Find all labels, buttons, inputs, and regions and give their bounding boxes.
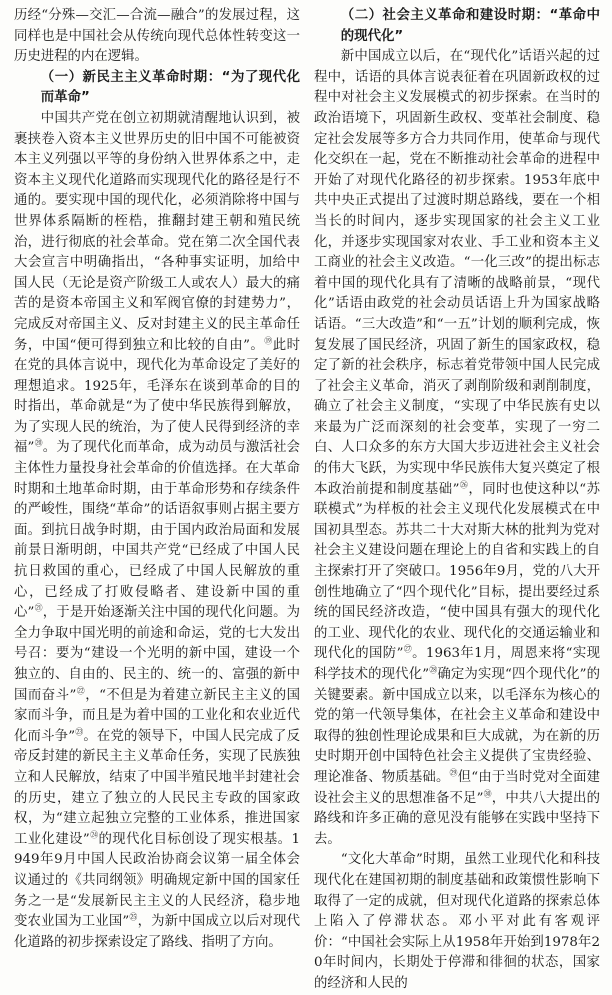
footnote-marker[interactable]: ㉗: [403, 644, 413, 654]
paragraph-new-democratic-revolution: 中国共产党在创立初期就清醒地认识到，被裹挟卷入资本主义世界历史的旧中国不可能被资本主义列强以平等的身份纳入世界体系之中，走资本主义现代化道路而实现现代化的路径是行不通的。要实现中国的现代化，必须消除将中国与世界体系隔断的桎梏，推翻封建王朝和殖民统治，进行彻底的社会革命。党在第二次全国代表大会宣言中明确指出，“各种事实证明，加给中国人民（无论是资产阶级工人或农人）最大的痛苦的是资本帝国主义和军阀官僚的封建势力”，完成反对帝国主义、反对封建主义的民主革命任务，中国“便可得到独立和比较的自由”。⑲此时在党的具体言说中，现代化为革命设定了美好的理想追求。1925年，毛泽东在谈到革命的目的时指出，革命就是“为了使中华民族得到解放，为了实现人民的统治，为了使人民得到经济的幸福”⑳。为了现代化而革命，成为动员与激活社会主体性力量投身社会革命的价值选择。在大革命时期和土地革命时期，由于革命形势和存续条件的严峻性，围绕“革命”的话语叙事则占据主要方面。到抗日战争时期，由于国内政治局面和发展前景日渐明朗，中国共产党“已经成了中国人民抗日救国的重心，已经成了中国人民解放的重心，已经成了打败侵略者、建设新中国的重心”$^㉑$，于是开始逐渐关注中国的现代化问题。为全力争取中国光明的前途和命运，党的七大发出号召：要为“建设一个光明的新中国，建设一个独立的、自由的、民主的、统一的、富强的新中国而奋斗”$^㉒$，“不但是为着建立新民主主义的国家而斗争，而且是为着中国的工业化和农业近代化而斗争”$^㉓$。在党的领导下，中国人民完成了反帝反封建的新民主主义革命任务，实现了民族独立和人民解放，结束了中国半殖民地半封建社会的历史，建立了独立的人民民主专政的国家政权，为“建立起独立完整的工业体系，推进国家工业化建设”$^㉔$的现代化目标创设了现实根基。1949年9月中国人民政治协商会议第一届全体会议通过的《共同纲领》明确规定新中国的国家任务之一是“发展新民主主义的人民经济，稳步地变农业国为工业国”$^㉕$，为新中国成立以后对现代化道路的初步探索设定了路线、指明了方向。: [14, 110, 301, 950]
footnote-marker[interactable]: ㉔: [89, 830, 99, 840]
section-heading-new-democratic-revolution: （一）新民主主义革命时期：“为了现代化而革命”: [40, 69, 300, 106]
footnote-marker[interactable]: ⑳: [34, 439, 43, 448]
footnote-marker[interactable]: ⑲: [264, 336, 273, 346]
footnote-marker[interactable]: ㉕: [129, 912, 138, 922]
footnote-marker[interactable]: ㉖: [459, 480, 469, 490]
footnote-marker[interactable]: ㉒: [76, 686, 86, 696]
intro-paragraph: 历经“分殊—交汇—合流—融合”的发展过程，这同样也是中国社会从传统向现代总体性转变这一历史进程的内在逻辑。: [14, 8, 300, 65]
footnote-marker[interactable]: ㉑: [34, 603, 43, 613]
right-column: [314, 6, 601, 991]
footnote-marker[interactable]: ㉘: [429, 665, 438, 675]
footnote-marker[interactable]: ㉓: [75, 727, 84, 737]
left-column: [14, 6, 301, 950]
footnote-marker[interactable]: ㉚: [483, 789, 492, 799]
section-heading-socialist-revolution: （二）社会主义革命和建设时期：“革命中的现代化”: [340, 8, 600, 44]
paragraph-socialist-construction: 新中国成立以后，在“现代化”话语兴起的过程中，话语的具体言说表征着在巩固新政权的过程中对社会主义发展模式的初步探索。在当时的政治语境下，巩固新生政权、变革社会制度、稳定社会发展等多方合力共同作用，使革命与现代化交织在一起，党在不断推动社会革命的进程中开始了对现代化路径的初步探索。1953年底中共中央正式提出了过渡时期总路线，要在一个相当长的时间内，逐步实现国家的社会主义工业化，并逐步实现国家对农业、手工业和资本主义工商业的社会主义改造。“一化三改”的提出标志着中国的现代化具有了清晰的战略前景，“现代化”话语由政党的社会动员话语上升为国家战略话语。“三大改造”和“一五”计划的顺利完成，恢复发展了国民经济，巩固了新生的国家政权，稳定了新的社会秩序，标志着党带领中国人民完成了社会主义革命，消灭了剥削阶级和剥削制度，确立了社会主义制度，“实现了中华民族有史以来最为广泛而深刻的社会变革，实现了一穷二白、人口众多的东方大国大步迈进社会主义社会的伟大飞跃，为实现中华民族伟大复兴奠定了根本政治前提和制度基础”$^㉖$，同时也使这种以“苏联模式”为样板的社会主义现代化发展模式在中国初具型态。苏共二十大对斯大林的批判为党对社会主义建设问题在理论上的自省和实践上的自主探索打开了突破口。1956年9月，党的八大开创性地确立了“四个现代化”目标，提出要经过系统的国民经济改造，“使中国具有强大的现代化的工业、现代化的农业、现代化的交通运输业和现代化的国防”$^㉗$。1963年1月，周恩来将“实现科学技术的现代化”$^㉘$确定为实现“四个现代化”的关键要素。新中国成立以来，以毛泽东为核心的党的第一代领导集体，在社会主义革命和建设中取得的独创性理论成果和巨大成就，为在新的历史时期开创中国特色社会主义提供了宝贵经验、理论准备、物质基础。$^㉙$但“由于当时党对全面建设社会主义的思想准备不足”$^㉚$，中共八大提出的路线和许多正确的意见没有能够在实践中坚持下去。: [314, 49, 601, 847]
paragraph-cultural-revolution: “文化大革命”时期，虽然工业现代化和科技现代化在建国初期的制度基础和政策惯性影响下取得了一定的成就，但对现代化道路的探索总体上陷入了停滞状态。邓小平对此有客观评价：“中国社会实际上从1958年开始到1978年20年时间内，长期处于停滞和徘徊的状态，国家的经济和人民的: [314, 852, 600, 991]
footnote-marker[interactable]: ㉙: [449, 768, 458, 778]
